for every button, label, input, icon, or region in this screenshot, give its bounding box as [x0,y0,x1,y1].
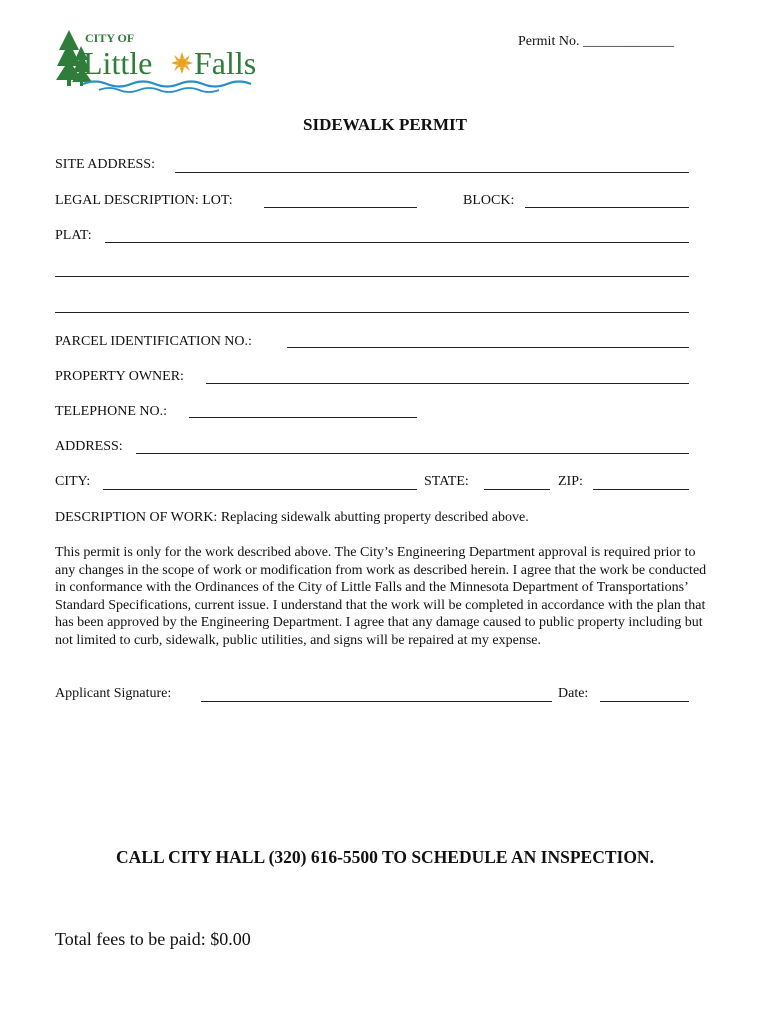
city-field[interactable] [103,489,417,490]
date-label: Date: [558,686,589,701]
wave-icon [83,82,251,87]
logo-little: Little [83,45,153,81]
wave-icon [99,88,219,92]
zip-label: ZIP: [558,474,583,489]
owner-field[interactable] [206,383,689,384]
site-address-field[interactable] [175,172,689,173]
signature-field[interactable] [201,701,552,702]
block-label: BLOCK: [463,193,515,208]
logo-falls: Falls [194,45,257,81]
state-label: STATE: [424,474,469,489]
telephone-field[interactable] [189,417,417,418]
address-label: ADDRESS: [55,439,123,454]
parcel-field[interactable] [287,347,689,348]
state-field[interactable] [484,489,550,490]
zip-field[interactable] [593,489,689,490]
page-title: SIDEWALK PERMIT [303,115,467,134]
owner-label: PROPERTY OWNER: [55,369,184,384]
logo-city-of: CITY OF [85,31,135,45]
telephone-label: TELEPHONE NO.: [55,404,167,419]
description-of-work: DESCRIPTION OF WORK: Replacing sidewalk abutting property described above. [55,510,529,525]
parcel-label: PARCEL IDENTIFICATION NO.: [55,334,252,349]
block-field[interactable] [525,207,689,208]
sun-icon [171,52,193,74]
plat-label: PLAT: [55,228,92,243]
permit-number: Permit No. _____________ [518,34,674,49]
total-fees: Total fees to be paid: $0.00 [55,929,251,949]
legal-lot-label: LEGAL DESCRIPTION: LOT: [55,193,233,208]
signature-label: Applicant Signature: [55,686,172,701]
plat-field-line-3[interactable] [55,312,689,313]
call-to-schedule: CALL CITY HALL (320) 616-5500 TO SCHEDULE AN INSPECTION. [116,847,654,867]
plat-field-line-2[interactable] [55,276,689,277]
terms-paragraph: This permit is only for the work described above. The City’s Engineering Department approval is required prior to any changes in the scope of work or modification from work as described herein. I agree that the work be conducted in conformance with the Ordinances of the City of Little Falls and the Minnesota Department of Transportations’ Standard Specifications, current issue. I understand that the work will be completed in accordance with the plan that has been approved by the Engineering Department. I agree that any damage caused to public property including but not limited to curb, sidewalk, public utilities, and signs will be repaired at my expense. [55,545,707,648]
address-field[interactable] [136,453,689,454]
city-label: CITY: [55,474,91,489]
date-field[interactable] [600,701,689,702]
lot-field[interactable] [264,207,417,208]
plat-field[interactable] [105,242,689,243]
city-logo [55,28,270,96]
site-address-label: SITE ADDRESS: [55,157,155,172]
